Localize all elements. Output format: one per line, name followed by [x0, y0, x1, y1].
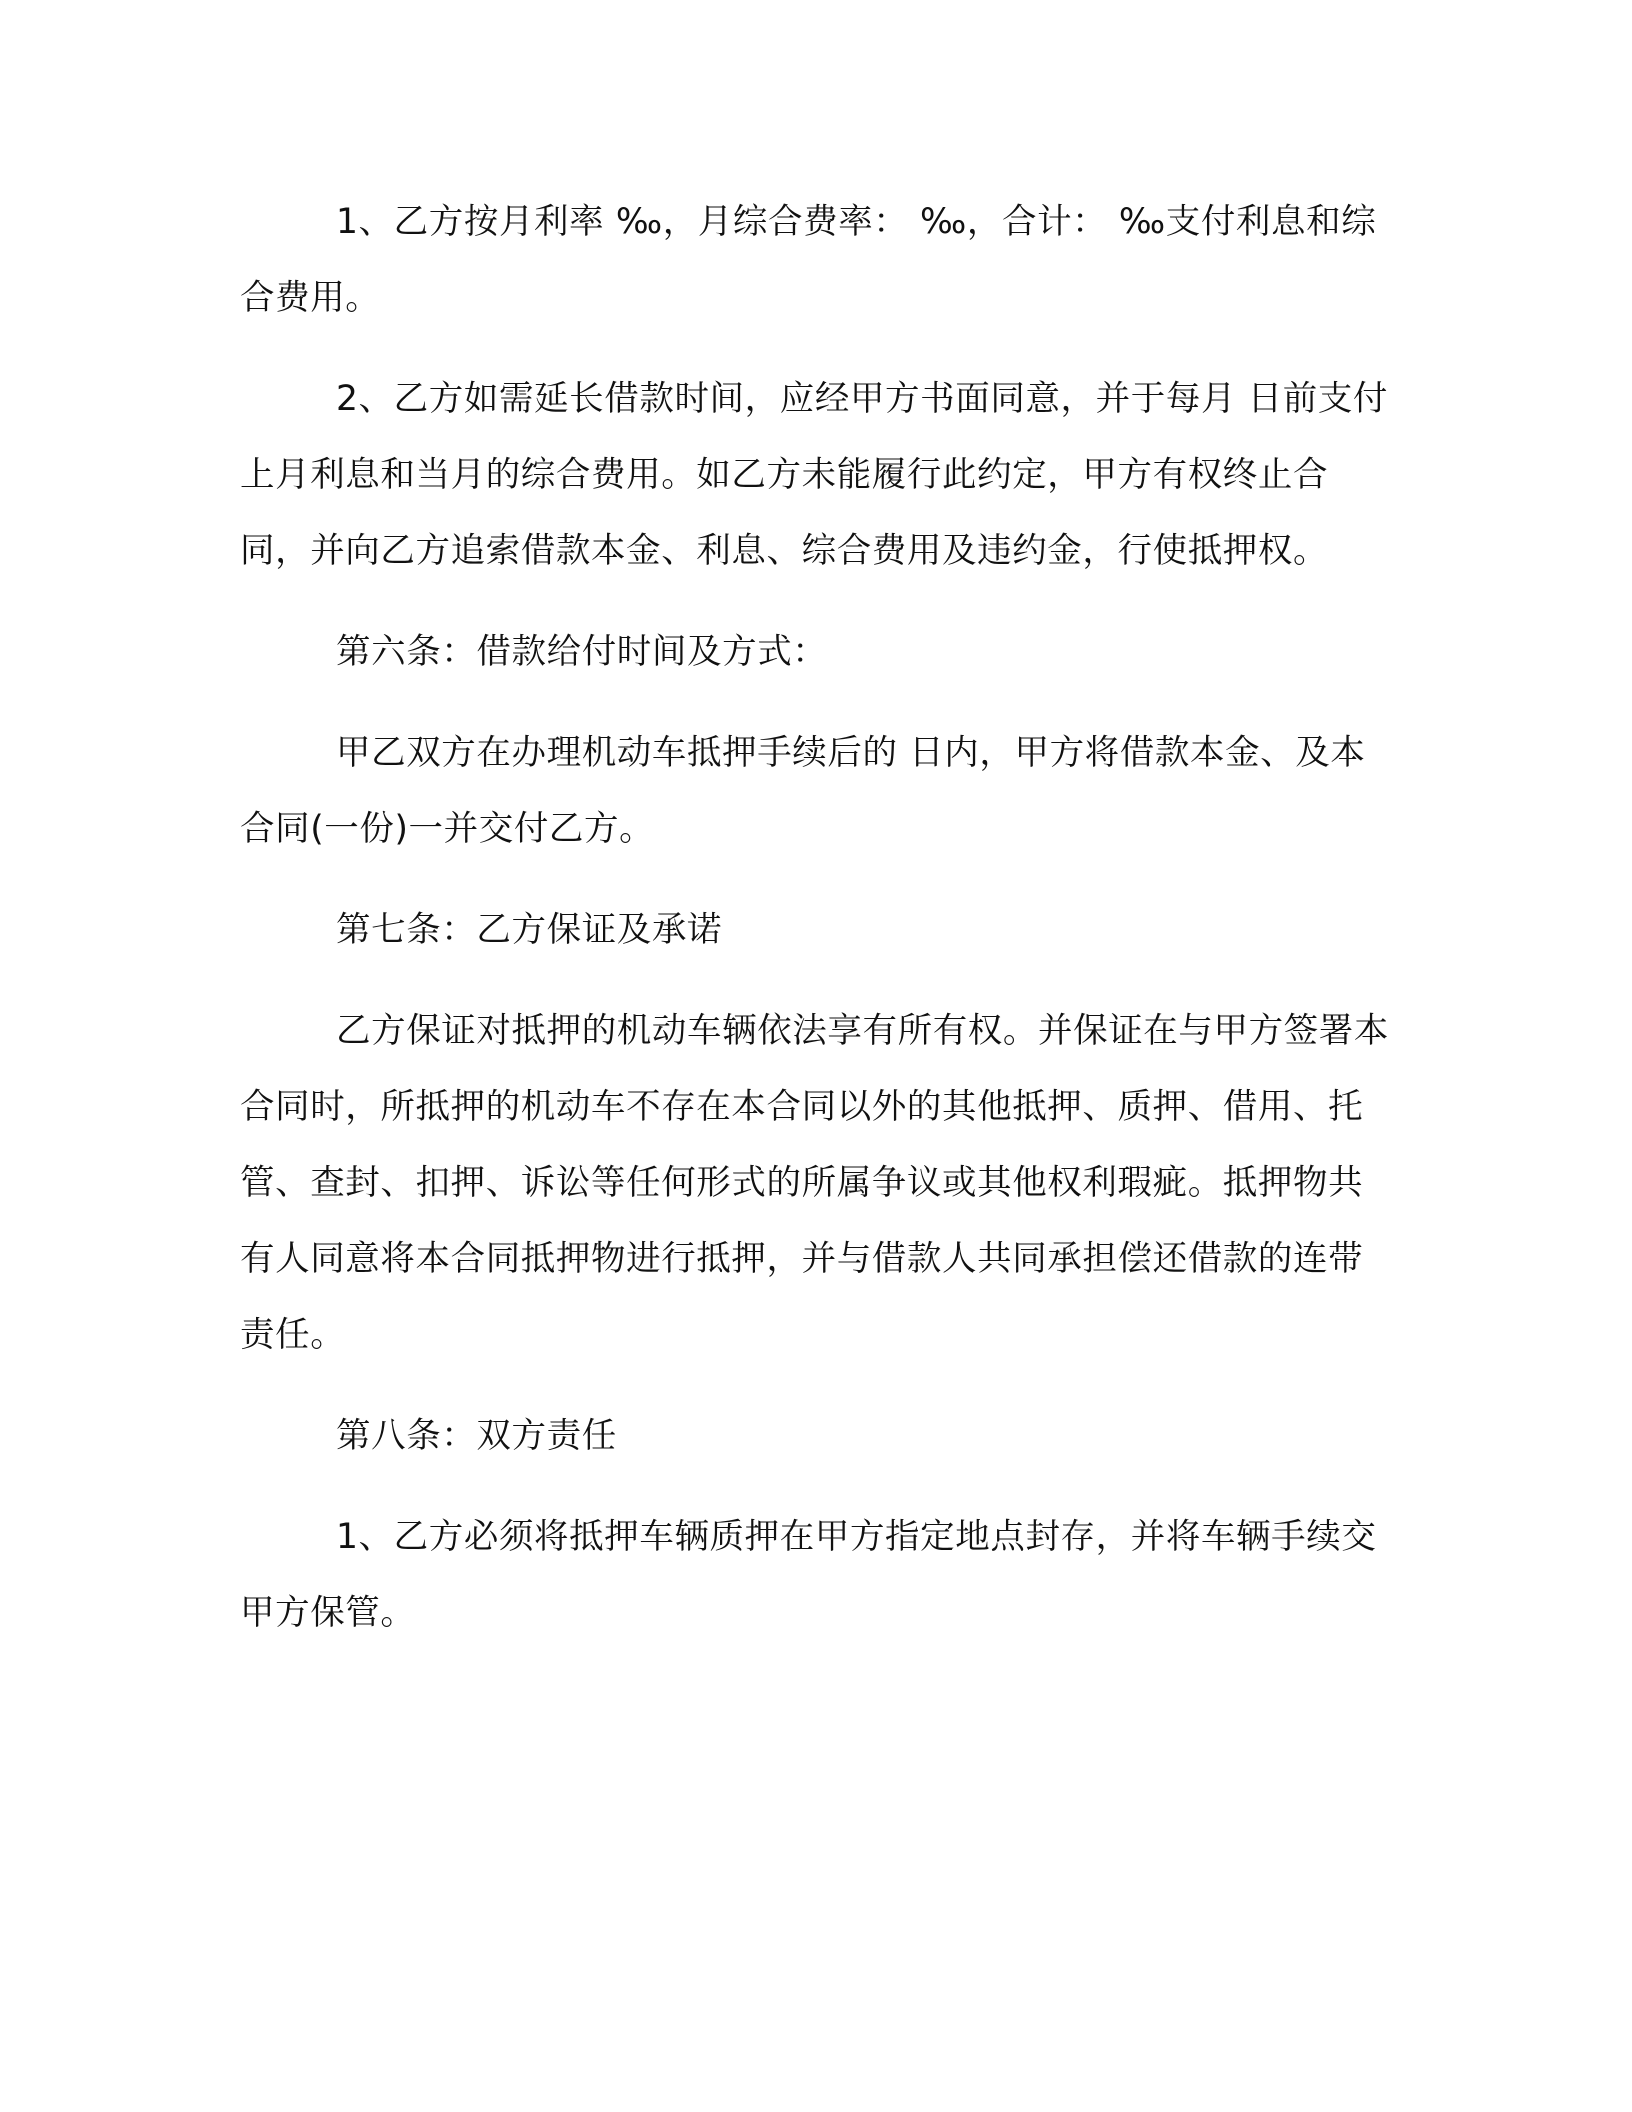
article-6-text: 甲乙双方在办理机动车抵押手续后的 日内，甲方将借款本金、及本合同(一份)一并交付乙方。 [240, 733, 1366, 849]
article-8-heading: 第八条：双方责任 [336, 1416, 617, 1456]
article-7-heading: 第七条：乙方保证及承诺 [336, 910, 723, 950]
article-8-clause-1: 1、乙方必须将抵押车辆质押在甲方指定地点封存，并将车辆手续交甲方保管。 [240, 1517, 1377, 1633]
clause-interest-rate: 1、乙方按月利率 ‰，月综合费率： ‰，合计： ‰支付利息和综合费用。 [240, 202, 1377, 318]
article-6-heading: 第六条：借款给付时间及方式： [336, 632, 828, 672]
contract-body [240, 184, 1390, 1676]
article-7-text: 乙方保证对抵押的机动车辆依法享有所有权。并保证在与甲方签署本合同时，所抵押的机动车不存在本合同以外的其他抵押、质押、借用、托管、查封、扣押、诉讼等任何形式的所属争议或其他权利瑕疵。抵押物共有人同意将本合同抵押物进行抵押，并与借款人共同承担偿还借款的连带责任。 [240, 1011, 1389, 1355]
clause-extension: 2、乙方如需延长借款时间，应经甲方书面同意，并于每月 日前支付上月利息和当月的综合费用。如乙方未能履行此约定，甲方有权终止合同，并向乙方追索借款本金、利息、综合费用及违约金，行使抵押权。 [240, 379, 1389, 571]
